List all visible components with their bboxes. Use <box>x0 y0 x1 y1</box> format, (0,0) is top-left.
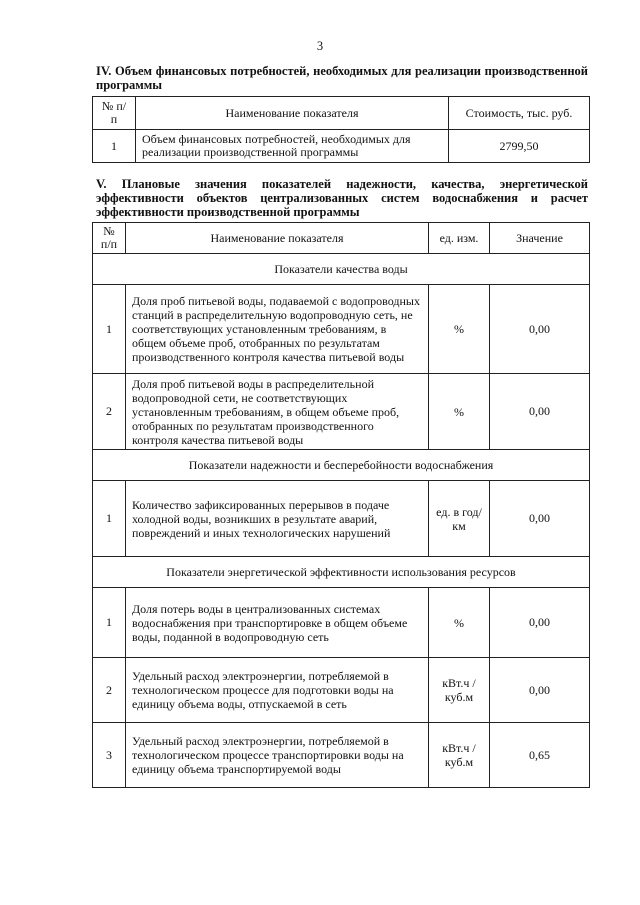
table-header-row <box>93 223 590 254</box>
row-unit: кВт.ч / куб.м <box>429 658 490 723</box>
table-row <box>93 481 590 557</box>
header-value: Значение <box>490 223 590 254</box>
row-cost: 2799,50 <box>449 130 590 163</box>
row-unit: кВт.ч / куб.м <box>429 723 490 788</box>
row-value: 0,00 <box>490 481 590 557</box>
table-row <box>93 588 590 658</box>
table-row <box>93 658 590 723</box>
section-5-heading: V. Плановые значения показателей надежности, качества, энергетической эффективности объектов централизованных систем водоснабжения и расчет эффективности производственной программы <box>96 177 588 219</box>
row-num: 1 <box>93 130 136 163</box>
row-name: Удельный расход электроэнергии, потребляемой в технологическом процессе транспортировки воды на единицу объема транспортируемой воды <box>126 723 429 788</box>
header-num: № п/п <box>93 223 126 254</box>
row-name: Количество зафиксированных перерывов в подаче холодной воды, возникших в результате аварий, повреждений и иных технологических нарушений <box>126 481 429 557</box>
row-name: Удельный расход электроэнергии, потребляемой в технологическом процессе для подготовки воды на единицу объема воды, отпускаемой в сеть <box>126 658 429 723</box>
header-name: Наименование показателя <box>126 223 429 254</box>
header-unit: ед. изм. <box>429 223 490 254</box>
table-header-row <box>93 97 590 130</box>
section-row-energy <box>93 557 590 588</box>
table-row <box>93 374 590 450</box>
header-name: Наименование показателя <box>136 97 449 130</box>
row-num: 1 <box>93 285 126 374</box>
row-num: 2 <box>93 658 126 723</box>
section-row-reliability <box>93 450 590 481</box>
row-num: 1 <box>93 481 126 557</box>
section-row-quality <box>93 254 590 285</box>
table-row <box>93 130 590 163</box>
row-name: Доля проб питьевой воды, подаваемой с водопроводных станций в распределительную водопроводную сеть, не соответствующих установленным требованиям, в общем объеме проб, отобранных по результатам производственного контроля качества питьевой воды <box>126 285 429 374</box>
row-value: 0,00 <box>490 658 590 723</box>
indicators-table <box>92 222 590 788</box>
row-value: 0,00 <box>490 588 590 658</box>
row-unit: % <box>429 285 490 374</box>
page-number: 3 <box>316 39 324 53</box>
row-value: 0,00 <box>490 374 590 450</box>
table-row <box>93 723 590 788</box>
row-unit: % <box>429 374 490 450</box>
row-name: Доля проб питьевой воды в распределительной водопроводной сети, не соответствующих установленным требованиям, в общем объеме проб, отобранных по результатам производственного контроля качества питьевой воды <box>126 374 429 450</box>
row-unit: ед. в год/ км <box>429 481 490 557</box>
section-4-heading: IV. Объем финансовых потребностей, необходимых для реализации производственной программы <box>96 64 588 92</box>
row-value: 0,00 <box>490 285 590 374</box>
row-num: 3 <box>93 723 126 788</box>
header-num: № п/п <box>93 97 136 130</box>
row-value: 0,65 <box>490 723 590 788</box>
table-row <box>93 285 590 374</box>
section-title: Показатели качества воды <box>93 254 590 285</box>
row-num: 2 <box>93 374 126 450</box>
row-name: Объем финансовых потребностей, необходимых для реализации производственной программы <box>136 130 449 163</box>
financial-needs-table <box>92 96 590 163</box>
section-title: Показатели надежности и бесперебойности водоснабжения <box>93 450 590 481</box>
section-title: Показатели энергетической эффективности использования ресурсов <box>93 557 590 588</box>
row-name: Доля потерь воды в централизованных системах водоснабжения при транспортировке в общем объеме воды, поданной в водопроводную сеть <box>126 588 429 658</box>
row-unit: % <box>429 588 490 658</box>
header-cost: Стоимость, тыс. руб. <box>449 97 590 130</box>
row-num: 1 <box>93 588 126 658</box>
